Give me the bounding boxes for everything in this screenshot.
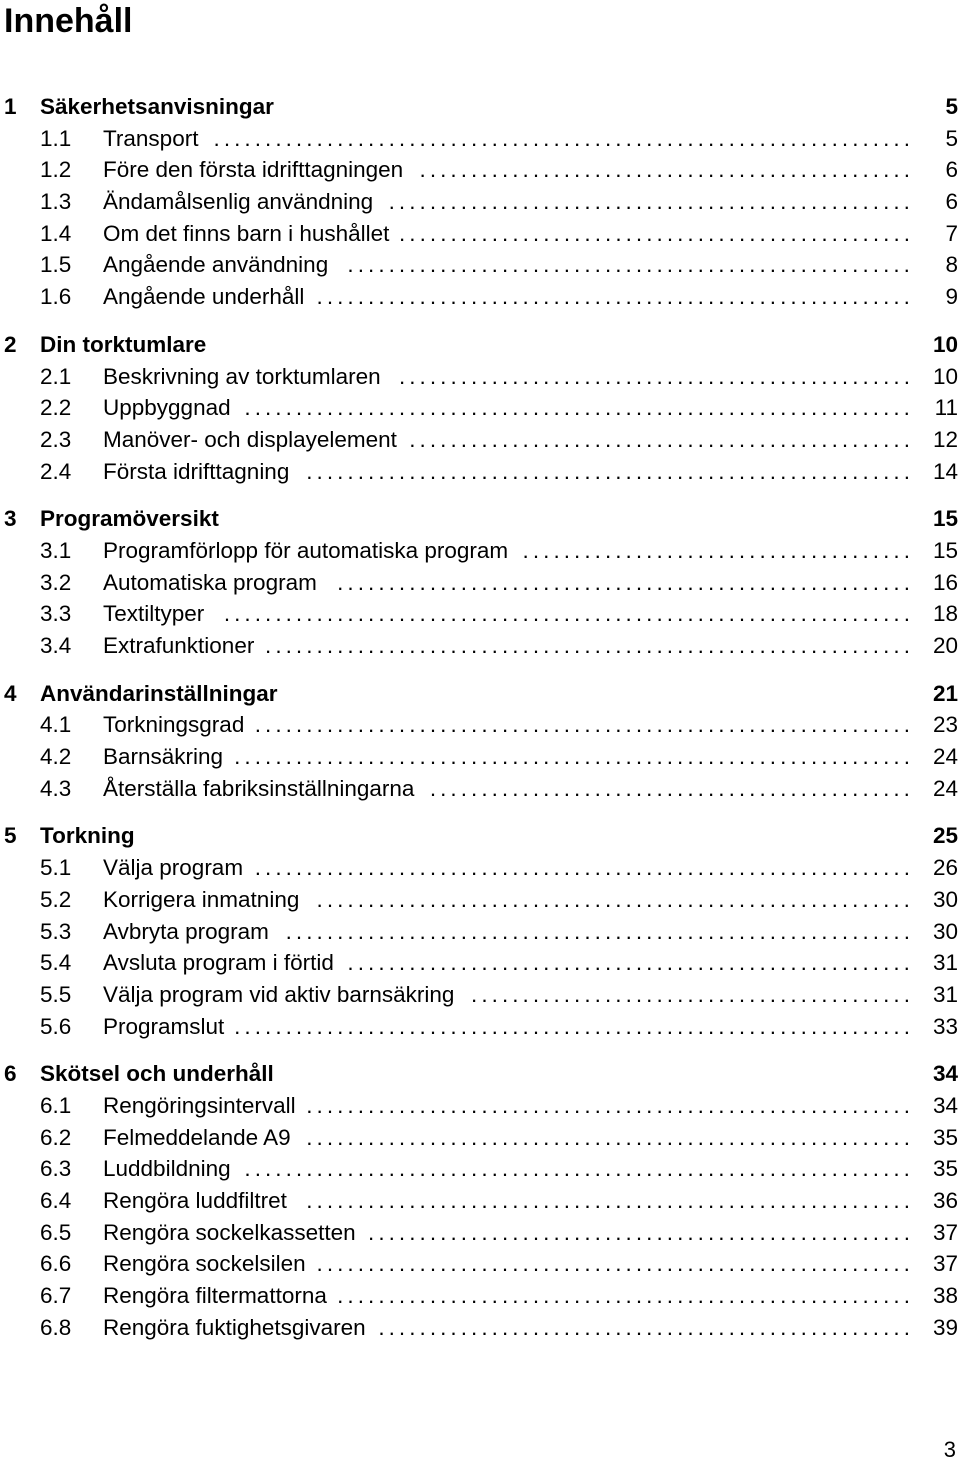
entry-page: 35 xyxy=(932,1156,958,1182)
dot-leader: ................................................................ xyxy=(254,712,914,738)
entry-title: Extrafunktioner xyxy=(103,633,255,658)
page-number: 3 xyxy=(943,1437,956,1462)
chapter-number: 1 xyxy=(4,94,17,119)
entry-number: 5.5 xyxy=(40,981,72,1007)
chapter-number: 2 xyxy=(4,331,17,357)
entry-title: Rengöra sockelkassetten xyxy=(103,1219,356,1245)
toc-section xyxy=(0,503,960,661)
dot-leader: ........................................................... xyxy=(306,1188,914,1213)
dot-leader: .................................................................. xyxy=(234,744,914,770)
toc-entry[interactable] xyxy=(0,186,960,218)
entry-number: 5.3 xyxy=(40,918,72,944)
toc-entry[interactable] xyxy=(0,598,960,630)
dot-leader: ................................................. xyxy=(409,426,914,452)
dot-leader: .................................................................... xyxy=(213,125,914,151)
entry-number: 2.1 xyxy=(40,363,72,389)
entry-number: 6.5 xyxy=(40,1219,72,1245)
dot-leader: ..................................................... xyxy=(368,1219,914,1245)
entry-title: Rengöra filtermattorna xyxy=(103,1283,327,1309)
entry-page: 31 xyxy=(932,950,958,976)
toc-entry[interactable] xyxy=(0,1011,960,1043)
dot-leader: ....................................................... xyxy=(347,252,914,278)
toc-entry[interactable] xyxy=(0,916,960,948)
toc-entry[interactable] xyxy=(0,709,960,741)
chapter-title: Säkerhetsanvisningar xyxy=(40,94,274,119)
entry-page: 31 xyxy=(932,981,958,1007)
chapter-title: Användarinställningar xyxy=(40,680,278,706)
entry-number: 1.4 xyxy=(40,220,72,246)
chapter-page: 5 xyxy=(945,94,958,119)
entry-title: Programslut xyxy=(103,1013,225,1039)
toc-entry[interactable] xyxy=(0,630,960,662)
toc-entry[interactable] xyxy=(0,567,960,599)
entry-title: Automatiska program xyxy=(103,569,317,595)
dot-leader: ........................................................ xyxy=(337,1283,914,1309)
entry-page: 6 xyxy=(945,189,958,215)
entry-page: 37 xyxy=(932,1219,958,1245)
toc-section xyxy=(0,91,960,313)
chapter-number: 3 xyxy=(4,506,17,532)
entry-number: 6.7 xyxy=(40,1283,72,1309)
toc-chapter[interactable] xyxy=(0,820,960,852)
dot-leader: .................................................... xyxy=(378,1314,914,1340)
dot-leader: ................................................ xyxy=(419,157,914,183)
entry-page: 20 xyxy=(932,633,958,658)
entry-page: 10 xyxy=(932,363,958,389)
chapter-title: Torkning xyxy=(40,823,135,849)
entry-title: Återställa fabriksinställningarna xyxy=(103,775,415,801)
entry-number: 2.4 xyxy=(40,458,72,484)
entry-title: Avbryta program xyxy=(103,918,269,944)
chapter-number: 4 xyxy=(4,680,17,706)
toc-entry[interactable] xyxy=(0,979,960,1011)
chapter-number: 5 xyxy=(4,823,17,849)
entry-title: Rengöringsintervall xyxy=(103,1092,296,1118)
toc-entry[interactable] xyxy=(0,773,960,805)
dot-leader: .................................................. xyxy=(398,363,914,389)
entry-number: 2.2 xyxy=(40,395,72,421)
entry-number: 1.1 xyxy=(40,125,72,151)
toc-entry[interactable] xyxy=(0,249,960,281)
toc-entry[interactable] xyxy=(0,1280,960,1312)
entry-title: Felmeddelande A9 xyxy=(103,1124,291,1150)
dot-leader: .......................................................... xyxy=(316,886,914,912)
toc-entry[interactable] xyxy=(0,361,960,393)
entry-title: Beskrivning av torktumlaren xyxy=(103,363,381,389)
toc-entry[interactable] xyxy=(0,1248,960,1280)
entry-page: 38 xyxy=(932,1283,958,1309)
chapter-page: 15 xyxy=(932,506,958,532)
entry-number: 1.3 xyxy=(40,189,72,215)
entry-number: 5.4 xyxy=(40,950,72,976)
dot-leader: ............................................................... xyxy=(265,633,914,658)
toc-entry[interactable] xyxy=(0,456,960,488)
toc-entry[interactable] xyxy=(0,1090,960,1122)
toc-section xyxy=(0,1058,960,1343)
toc-entry[interactable] xyxy=(0,154,960,186)
toc-entry[interactable] xyxy=(0,535,960,567)
entry-number: 3.1 xyxy=(40,537,72,563)
entry-number: 4.1 xyxy=(40,712,72,738)
entry-page: 7 xyxy=(945,220,958,246)
entry-number: 6.6 xyxy=(40,1251,72,1277)
entry-number: 5.1 xyxy=(40,855,72,881)
entry-page: 39 xyxy=(932,1314,958,1340)
entry-title: Torkningsgrad xyxy=(103,712,245,738)
entry-title: Om det finns barn i hushållet xyxy=(103,220,390,246)
entry-title: Rengöra sockelsilen xyxy=(103,1251,306,1277)
chapter-page: 10 xyxy=(932,331,958,357)
toc-entry[interactable] xyxy=(0,852,960,884)
toc-entry[interactable] xyxy=(0,741,960,773)
chapter-title: Din torktumlare xyxy=(40,331,207,357)
dot-leader: ................................................................ xyxy=(254,855,914,881)
toc-section xyxy=(0,329,960,487)
entry-number: 5.6 xyxy=(40,1013,72,1039)
dot-leader: ........................................................... xyxy=(306,458,914,484)
entry-page: 34 xyxy=(932,1092,958,1118)
dot-leader: ............................................................. xyxy=(285,918,914,944)
toc-entry[interactable] xyxy=(0,392,960,424)
entry-page: 18 xyxy=(932,601,958,627)
entry-title: Manöver- och displayelement xyxy=(103,426,397,452)
entry-title: Välja program xyxy=(103,855,244,881)
entry-number: 5.2 xyxy=(40,886,72,912)
chapter-title: Skötsel och underhåll xyxy=(40,1061,274,1087)
entry-title: Första idrifttagning xyxy=(103,458,290,484)
dot-leader: ............................................... xyxy=(429,775,914,801)
dot-leader: ................................................................. xyxy=(244,1156,914,1182)
entry-page: 26 xyxy=(932,855,958,881)
entry-title: Välja program vid aktiv barnsäkring xyxy=(103,981,455,1007)
entry-page: 23 xyxy=(932,712,958,738)
entry-title: Uppbyggnad xyxy=(103,395,231,421)
entry-page: 5 xyxy=(945,125,958,151)
toc-entry[interactable] xyxy=(0,1153,960,1185)
entry-page: 33 xyxy=(932,1013,958,1039)
chapter-page: 34 xyxy=(932,1061,958,1087)
entry-number: 1.2 xyxy=(40,157,72,183)
toc-entry[interactable] xyxy=(0,1217,960,1249)
entry-title: Avsluta program i förtid xyxy=(103,950,334,976)
toc-entry[interactable] xyxy=(0,218,960,250)
dot-leader: ...................................... xyxy=(522,537,914,563)
entry-number: 4.2 xyxy=(40,744,72,770)
chapter-page: 21 xyxy=(932,680,958,706)
entry-title: Angående underhåll xyxy=(103,284,305,310)
entry-title: Rengöra fuktighetsgivaren xyxy=(103,1314,366,1340)
entry-title: Rengöra luddfiltret xyxy=(103,1188,287,1213)
entry-page: 24 xyxy=(932,775,958,801)
toc-section xyxy=(0,678,960,805)
entry-page: 37 xyxy=(932,1251,958,1277)
entry-title: Före den första idrifttagningen xyxy=(103,157,404,183)
dot-leader: ................................................... xyxy=(388,189,914,215)
chapter-number: 6 xyxy=(4,1061,17,1087)
entry-number: 4.3 xyxy=(40,775,72,801)
entry-title: Ändamålsenlig användning xyxy=(103,189,374,215)
dot-leader: ....................................................... xyxy=(347,950,914,976)
entry-page: 12 xyxy=(932,426,958,452)
dot-leader: ................................................................... xyxy=(223,601,914,627)
entry-number: 6.2 xyxy=(40,1124,72,1150)
entry-number: 3.3 xyxy=(40,601,72,627)
dot-leader: .......................................................... xyxy=(316,284,914,310)
entry-number: 1.5 xyxy=(40,252,72,278)
dot-leader: ........................................................... xyxy=(306,1124,914,1150)
dot-leader: .................................................. xyxy=(399,220,914,246)
entry-number: 1.6 xyxy=(40,284,72,310)
toc-entry[interactable] xyxy=(0,1312,960,1344)
entry-page: 6 xyxy=(945,157,958,183)
entry-title: Transport xyxy=(103,125,199,151)
entry-page: 30 xyxy=(932,918,958,944)
page-title: Innehåll xyxy=(4,2,133,40)
entry-page: 9 xyxy=(945,284,958,310)
entry-page: 15 xyxy=(932,537,958,563)
entry-title: Angående användning xyxy=(103,252,329,278)
toc-entry[interactable] xyxy=(0,281,960,313)
toc-chapter[interactable] xyxy=(0,678,960,710)
entry-page: 8 xyxy=(945,252,958,278)
dot-leader: ........................................................ xyxy=(337,569,914,595)
dot-leader: ................................................................. xyxy=(244,395,914,421)
dot-leader: ........................................... xyxy=(471,981,914,1007)
toc-entry[interactable] xyxy=(0,947,960,979)
toc-chapter[interactable] xyxy=(0,503,960,535)
toc-entry[interactable] xyxy=(0,123,960,155)
entry-page: 35 xyxy=(932,1124,958,1150)
entry-number: 2.3 xyxy=(40,426,72,452)
entry-page: 16 xyxy=(932,569,958,595)
dot-leader: ........................................................... xyxy=(306,1092,914,1118)
entry-number: 6.8 xyxy=(40,1314,72,1340)
entry-page: 30 xyxy=(932,886,958,912)
entry-number: 6.1 xyxy=(40,1092,72,1118)
entry-number: 3.4 xyxy=(40,633,72,658)
entry-page: 24 xyxy=(932,744,958,770)
toc-section xyxy=(0,820,960,1042)
entry-title: Textiltyper xyxy=(103,601,205,627)
toc-chapter[interactable] xyxy=(0,91,960,123)
dot-leader: .......................................................... xyxy=(316,1251,914,1277)
entry-page: 36 xyxy=(932,1188,958,1213)
chapter-page: 25 xyxy=(932,823,958,849)
entry-title: Luddbildning xyxy=(103,1156,231,1182)
toc-entry[interactable] xyxy=(0,884,960,916)
entry-title: Korrigera inmatning xyxy=(103,886,300,912)
toc-chapter[interactable] xyxy=(0,1058,960,1090)
entry-title: Programförlopp för automatiska program xyxy=(103,537,509,563)
toc-entry[interactable] xyxy=(0,1185,960,1217)
entry-page: 11 xyxy=(934,395,958,421)
chapter-title: Programöversikt xyxy=(40,506,219,532)
entry-number: 3.2 xyxy=(40,569,72,595)
toc-chapter[interactable] xyxy=(0,329,960,361)
entry-title: Barnsäkring xyxy=(103,744,224,770)
toc-entry[interactable] xyxy=(0,424,960,456)
toc-entry[interactable] xyxy=(0,1122,960,1154)
entry-page: 14 xyxy=(932,458,958,484)
dot-leader: .................................................................. xyxy=(234,1013,914,1039)
table-of-contents xyxy=(0,91,960,1359)
entry-number: 6.3 xyxy=(40,1156,72,1182)
entry-number: 6.4 xyxy=(40,1188,72,1213)
